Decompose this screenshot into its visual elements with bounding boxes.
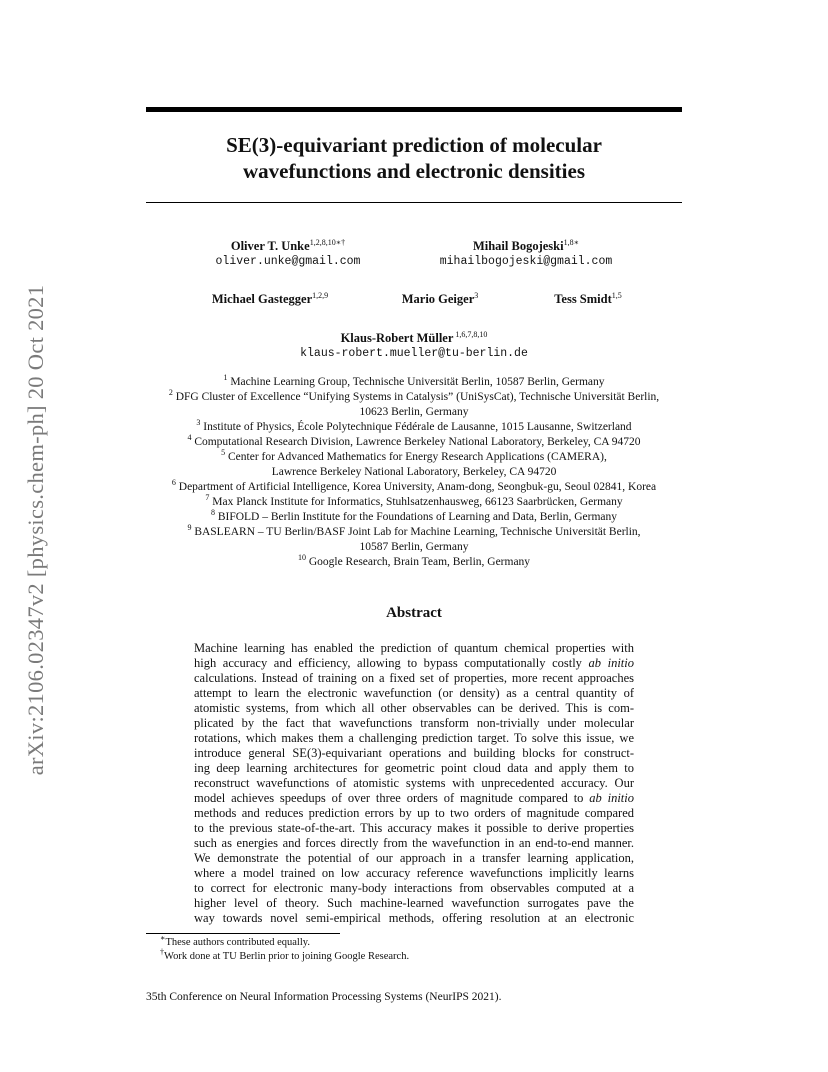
arxiv-identifier: arXiv:2106.02347v2 [physics.chem-ph] 20 Oct 2021 — [23, 284, 48, 776]
affiliation-line: $^7$ Max Planck Institute for Informatics, Stuhlsatzenhausweg, 66123 Saarbrücken, Germany — [205, 493, 623, 508]
affiliation-line: $^{10}$ Google Research, Brain Team, Berlin, Germany — [297, 553, 531, 568]
abstract-line: to correct for electronic many-body interactions from observables computed at a — [194, 881, 634, 895]
affiliation-line: Lawrence Berkeley National Laboratory, Berkeley, CA 94720 — [271, 466, 557, 478]
affiliation-line: 10623 Berlin, Germany — [359, 406, 469, 418]
author-email: mihailbogojeski@gmail.com — [439, 255, 613, 268]
abstract-line: model achieves speedups of over three orders of magnitude compared to ab initio — [194, 791, 634, 805]
abstract-line: attempt to learn the electronic wavefunction (or density) as a central quantity of — [194, 686, 634, 700]
author-name: Oliver T. Unke$^{1,2,8,10∗\dagger}$ — [230, 237, 346, 253]
abstract-heading: Abstract — [386, 605, 442, 621]
abstract-line: such as energies and forces directly from the wavefunction in an end-to-end manner. — [194, 836, 634, 850]
footnote-equal-contribution: ∗These authors contributed equally. — [160, 933, 310, 948]
author-email: klaus-robert.mueller@tu-berlin.de — [300, 347, 528, 360]
abstract-line: higher level of theory. Such machine-learned wavefunction surrogates pave the — [194, 896, 634, 910]
affiliation-line: 10587 Berlin, Germany — [359, 541, 469, 553]
abstract-line: We demonstrate the potential of our approach in a transfer learning application, — [194, 851, 634, 865]
affiliation-line: $^5$ Center for Advanced Mathematics for Energy Research Applications (CAMERA), — [221, 448, 607, 463]
abstract-line: methods and reduces prediction errors by up to two orders of magnitude compared — [194, 806, 634, 820]
footnote-google: †Work done at TU Berlin prior to joining Google Research. — [160, 947, 410, 962]
abstract-line: where a model trained on low accuracy reference wavefunctions implicitly learns — [194, 866, 634, 880]
abstract-line: plicated by the fact that wavefunctions transform non-trivially under molecular — [194, 716, 634, 730]
title-line-2: wavefunctions and electronic densities — [242, 159, 586, 183]
affiliation-line: $^9$ BASLEARN – TU Berlin/BASF Joint Lab for Machine Learning, Technische Universität Berlin, — [187, 523, 641, 538]
abstract-line: way towards novel semi-empirical methods, offering resolution at an electronic — [194, 911, 634, 925]
abstract-line: Machine learning has enabled the prediction of quantum chemical properties with — [194, 641, 634, 655]
affiliation-line: $^4$ Computational Research Division, Lawrence Berkeley National Laboratory, Berkeley, CA 94720 — [187, 433, 641, 448]
author-block-mueller — [264, 330, 564, 362]
author-name: Mihail Bogojeski$^{1,8∗}$ — [472, 237, 580, 253]
abstract-line: introduce general SE(3)-equivariant operations and building blocks for construct- — [194, 746, 634, 760]
author-name: Klaus-Robert Müller $^{1,6,7,8,10}$ — [340, 329, 488, 345]
abstract-line: reconstruct wavefunctions of atomistic systems with unprecedented accuracy. Our — [194, 776, 634, 790]
title-bottom-rule — [146, 202, 682, 203]
affiliation-line: $^6$ Department of Artificial Intelligence, Korea University, Anam-dong, Seongbuk-gu, Seoul 02841, Korea — [171, 478, 657, 493]
author-block-unke — [188, 238, 388, 270]
affiliation-line: $^3$ Institute of Physics, École Polytechnique Fédérale de Lausanne, 1015 Lausanne, Switzerland — [196, 418, 632, 433]
title-line-1: SE(3)-equivariant prediction of molecular — [226, 133, 602, 157]
abstract-line: atomistic systems, from which all other observables can be derived. This is com- — [194, 701, 634, 715]
affiliation-line: $^1$ Machine Learning Group, Technische Universität Berlin, 10587 Berlin, Germany — [223, 373, 605, 388]
affiliation-line: $^8$ BIFOLD – Berlin Institute for the Foundations of Learning and Data, Berlin, Germany — [210, 508, 618, 523]
abstract-line: high accuracy and efficiency, allowing to bypass computationally costly ab initio — [194, 656, 634, 670]
abstract-line: to the previous state-of-the-art. This accuracy makes it possible to derive properties — [194, 821, 634, 835]
affiliation-line: $^2$ DFG Cluster of Excellence “Unifying Systems in Catalysis” (UniSysCat), Technische Universität Berlin, — [168, 388, 660, 403]
title-top-rule — [146, 107, 682, 112]
footnote-rule — [146, 933, 340, 934]
author-gastegger: Michael Gastegger$^{1,2,9}$ — [211, 290, 329, 306]
abstract-line: calculations. Instead of training on a fixed set of properties, more recent approaches — [194, 671, 634, 685]
paper-title — [146, 132, 682, 184]
author-geiger: Mario Geiger$^3$ — [401, 290, 479, 306]
conference-note: 35th Conference on Neural Information Processing Systems (NeurIPS 2021). — [146, 991, 502, 1003]
author-email: oliver.unke@gmail.com — [215, 255, 361, 268]
abstract-line: ing deep learning architectures for geometric point cloud data and apply them to — [194, 761, 634, 775]
abstract-line: rotations, which makes them a challenging prediction target. To solve this issue, we — [194, 731, 634, 745]
author-block-bogojeski — [418, 238, 634, 270]
author-smidt: Tess Smidt$^{1,5}$ — [554, 290, 622, 306]
